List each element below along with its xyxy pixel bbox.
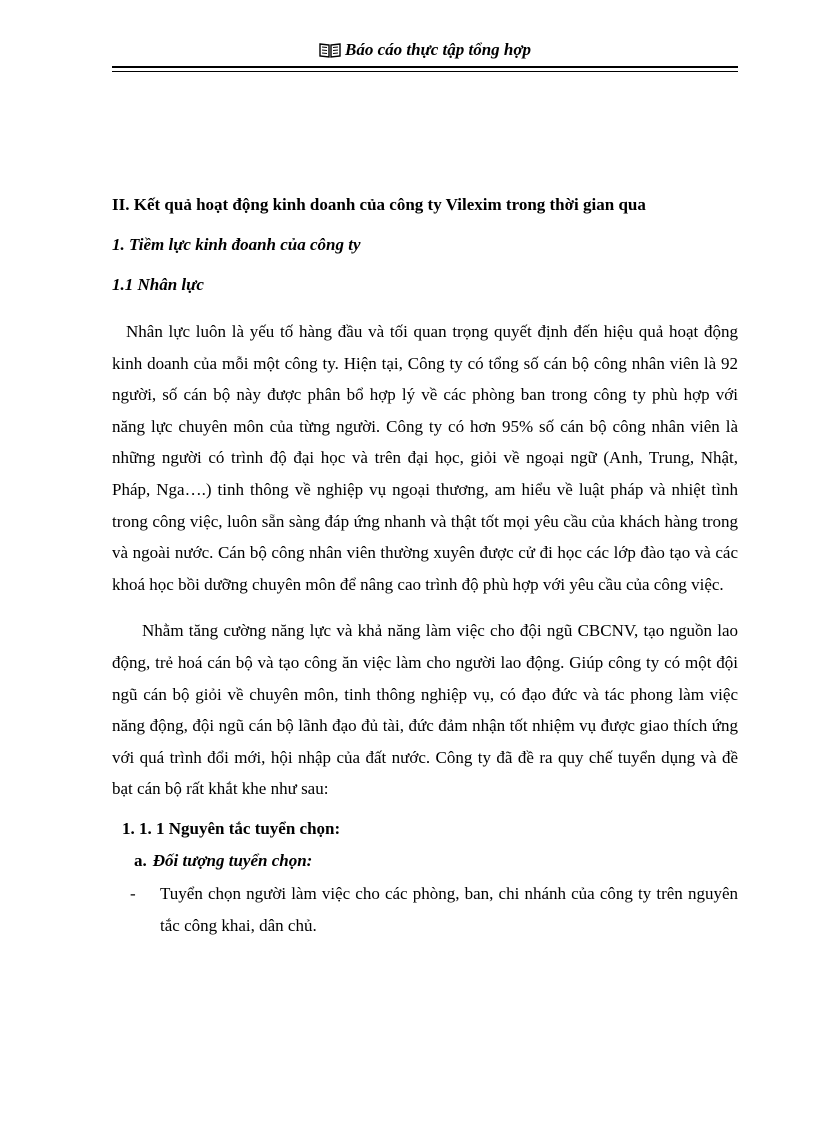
bullet-dash: - [130, 883, 136, 903]
page-header [112, 40, 738, 63]
section-heading: II. Kết quả hoạt động kinh doanh của công ty Vilexim trong thời gian qua [112, 195, 646, 214]
subsection-heading-1: 1. Tiềm lực kinh đoanh của công ty [112, 235, 361, 254]
subsection-heading-a-text: Đối tượng tuyển chọn: [152, 850, 313, 870]
subsection-heading-1-1-1: 1. 1. 1 Nguyên tắc tuyển chọn: [122, 818, 341, 838]
list-item-text: Tuyển chọn người làm việc cho các phòng, ban, chi nhánh của công ty trên nguyên tắc công khai, dân chủ. [160, 883, 738, 935]
book-icon [319, 42, 341, 63]
document-body [112, 193, 738, 941]
list-letter: a. [134, 850, 147, 870]
header-rule-thin [112, 71, 738, 72]
list-item [130, 878, 738, 941]
subsection-heading-a [134, 846, 738, 876]
header-rule [112, 66, 738, 68]
subsection-heading-1-1: 1.1 Nhân lực [112, 275, 204, 294]
header-title: Báo cáo thực tập tổng hợp [344, 40, 532, 59]
paragraph-2: Nhằm tăng cường năng lực và khả năng làm việc cho đội ngũ CBCNV, tạo nguồn lao động, trẻ hoá cán bộ và tạo công ăn việc làm cho người lao động. Giúp công ty có một đội ngũ cán bộ giỏi về chuyên môn, tinh thông nghiệp vụ, có đạo đức và tác phong làm việc năng động, đội ngũ cán bộ lãnh đạo đủ tài, đức đảm nhận tốt nhiệm vụ được giao thích ứng với quá trình đổi mới, hội nhập của đất nước. Công ty đã đề ra quy chế tuyển dụng và đề bạt cán bộ rất khắt khe như sau: [112, 621, 738, 799]
paragraph-1: Nhân lực luôn là yếu tố hàng đầu và tối quan trọng quyết định đến hiệu quả hoạt động kinh doanh của mỗi một công ty. Hiện tại, Công ty có tổng số cán bộ công nhân viên là 92 người, số cán bộ này được phân bổ hợp lý về các phòng ban trong công ty phù hợp với năng lực chuyên môn của từng người. Công ty có hơn 95% số cán bộ công nhân viên là những người có trình độ đại học và trên đại học, giỏi về ngoại ngữ (Anh, Trung, Nhật, Pháp, Nga….) tinh thông về nghiệp vụ ngoại thương, am hiểu về luật pháp và nhiệt tình trong công việc, luôn sẵn sàng đáp ứng nhanh và thật tốt mọi yêu cầu của khách hàng trong và ngoài nước. Cán bộ công nhân viên thường xuyên được cử đi học các lớp đào tạo và các khoá học bồi dưỡng chuyên môn để nâng cao trình độ phù hợp với yêu cầu của công việc. [112, 322, 738, 594]
